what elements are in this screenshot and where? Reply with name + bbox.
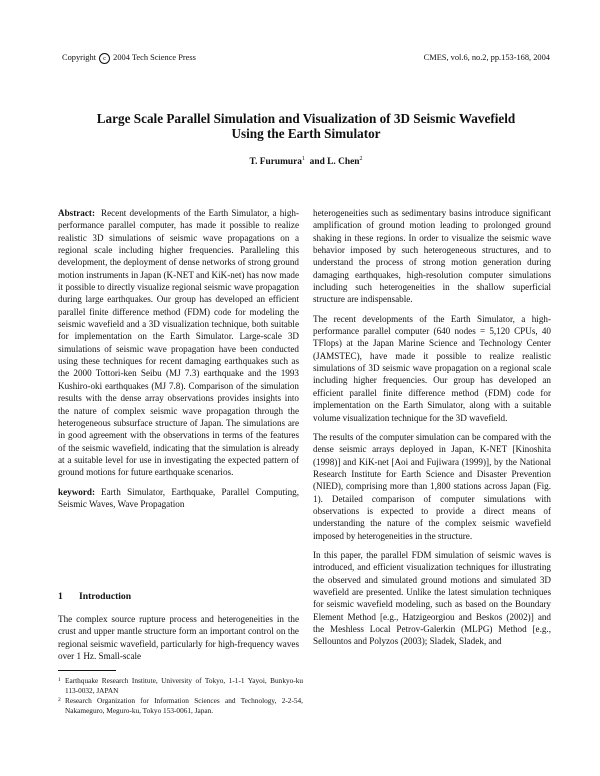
abstract-text: Recent developments of the Earth Simulator, a high-performance parallel computer, has made it possible to realize realistic 3D simulations of seismic wave propagations on a regional scale including higher frequencies. Paralleling this development, the deployment of dense networks of strong ground motion instruments in Japan (K-NET and KiK-net) has now made it possible to directly visualize regional seismic wave propagation during large earthquakes. Our group has developed an efficient parallel finite difference method (FDM) code for modeling the seismic wavefield and a 3D visualization technique, both suitable for implementation on the Earth Simulator. Large-scale 3D simulations of seismic wave propagation have been conducted using these techniques for recent damaging earthquakes such as the 2000 Tottori-ken Seibu (MJ 7.3) earthquake and the 1993 Kushiro-oki earthquakes (MJ 7.8). Comparison of the simulation results with the dense array observations provides insights into the nature of complex seismic wave propagation through the heterogeneous subsurface structure of Japan. The simulations are in good agreement with the observations in terms of the features of the seismic wavefield, indicating that the simulation is already at a suitable level for use in investigating the expected pattern of ground motions for future earthquake scenarios. [58, 208, 299, 478]
paragraph-heterogeneities: heterogeneities such as sedimentary basins introduce significant amplification of ground motion leading to prolonged ground shaking in these regions. In order to visualize the seismic wave behavior imposed by such heterogeneous structures, and to understand the process of strong motion generation during damaging earthquakes, high-resolution computer simulations including such heterogeneities in the shallow superficial structure are indispensable. [313, 208, 551, 305]
footnote-mark: 1 [58, 677, 61, 683]
footnote-rule [58, 670, 116, 671]
paper-title [60, 111, 552, 141]
footnote-2 [58, 696, 303, 716]
keywords-text: Earth Simulator, Earthquake, Parallel Computing, Seismic Waves, Wave Propagation [58, 486, 299, 509]
footnote-text: Earthquake Research Institute, University of Tokyo, 1-1-1 Yayoi, Bunkyo-ku 113-0032, JAPAN [65, 676, 303, 695]
copyright-prefix: Copyright [62, 53, 96, 62]
copyright-publisher: 2004 Tech Science Press [113, 53, 196, 62]
right-column [313, 207, 551, 655]
paragraph-this-paper: In this paper, the parallel FDM simulation of seismic waves is introduced, and efficient visualization techniques for illustrating the observed and simulated ground motions and simulated 3D wavefield are presented. Unlike the latest simulation techniques for seismic wavefield modeling, such as based on the Boundary Element Method [e.g., Hatzigeorgiou and Beskos (2002)] and the Meshless Local Petrov-Galerkin (MLPG) Method [e.g., Sellountos and Polyzos (2003); Sladek, Sladek, and [313, 549, 551, 647]
left-column [58, 207, 299, 517]
footnote-mark: 2 [58, 697, 61, 703]
abstract-label: Abstract: [58, 208, 95, 218]
keywords [58, 486, 299, 511]
journal-citation: CMES, vol.6, no.2, pp.153-168, 2004 [423, 53, 550, 62]
copyright-line [62, 52, 196, 64]
section-heading [58, 591, 131, 603]
introduction-paragraph: The complex source rupture process and heterogeneities in the crust and upper mantle structure form an important control on the regional seismic wavefield, particularly for high-frequency waves over 1 Hz. Small-scale [58, 614, 299, 662]
author-2: L. Chen [327, 157, 360, 168]
author-2-affiliation-mark: 2 [359, 156, 363, 162]
footnote-1 [58, 676, 303, 696]
title-line-2: Using the Earth Simulator [231, 126, 381, 141]
keywords-label: keyword: [58, 486, 96, 497]
author-line [60, 153, 552, 168]
footnote-text: Research Organization for Information Sciences and Technology, 2-2-54, Nakameguro, Meguro-ku, Tokyo 153-0061, Japan. [65, 696, 303, 715]
paragraph-earth-simulator: The recent developments of the Earth Simulator, a high-performance parallel computer (640 nodes = 5,120 CPUs, 40 TFlops) at the Japan Marine Science and Technology Center (JAMSTEC), have made it possible to realize realistic simulations of 3D seismic wave propagation on a regional scale including higher frequencies. Our group has developed an efficient parallel finite difference method (FDM) code for implementation on the Earth Simulator, along with a suitable volume visualization technique for the 3D wavefield. [313, 313, 551, 423]
author-1-affiliation-mark: 1 [301, 156, 305, 162]
copyright-symbol: c [99, 53, 110, 64]
section-title: Introduction [79, 591, 132, 602]
author-1: T. Furumura [249, 157, 302, 168]
abstract [58, 207, 299, 479]
section-number: 1 [58, 591, 63, 602]
footnotes [58, 676, 303, 716]
paragraph-dense-arrays: The results of the computer simulation can be compared with the dense seismic arrays deployed in Japan, K-NET [Kinoshita (1998)] and KiK-net [Aoi and Fujiwara (1999)], by the National Research Institute for Earth Science and Disaster Prevention (NIED), comprising more than 1,800 stations across Japan (Fig. 1). Detailed comparison of computer simulations with observations is expected to provide a direct means of understanding the nature of the complex seismic wavefield imposed by heterogeneities in the structure. [313, 431, 551, 541]
author-connector: and [309, 157, 325, 168]
title-line-1: Large Scale Parallel Simulation and Visualization of 3D Seismic Wavefield [96, 111, 516, 126]
